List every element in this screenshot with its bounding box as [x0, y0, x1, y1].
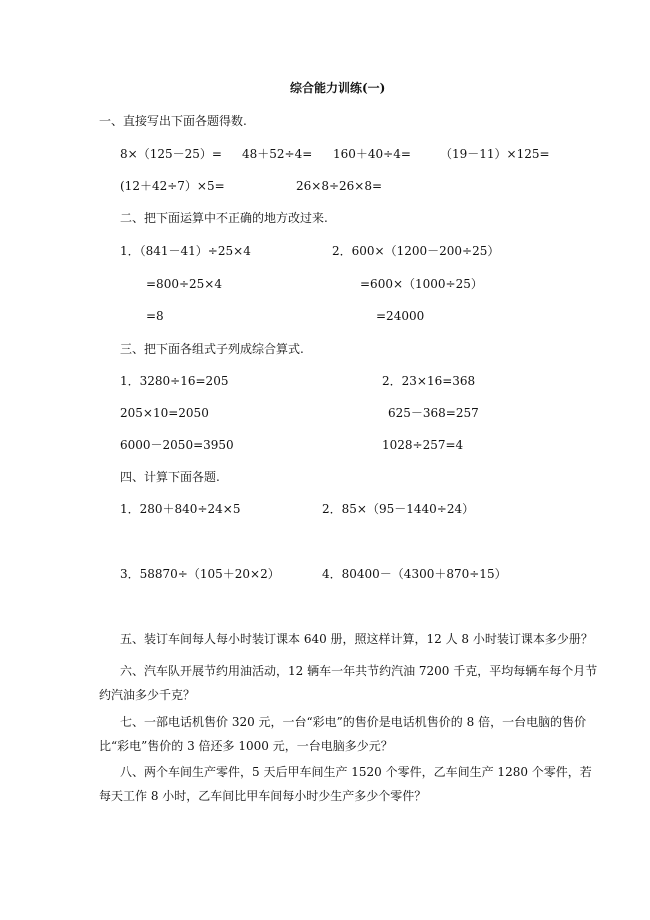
s2-p2-line1: 2．600×（1200－200÷25）: [332, 244, 500, 258]
s3-g2-line3: 1028÷257=4: [382, 438, 464, 452]
section3-heading: 三、把下面各组式子列成综合算式.: [120, 342, 304, 356]
problem-7: 七、一部电话机售价 320 元，一台“彩电”的售价是电话机售价的 8 倍，一台电脑的售价比“彩电”售价的 3 倍还多 1000 元，一台电脑多少元？: [99, 715, 587, 753]
s1-item-3: 160＋40÷4=: [333, 147, 411, 161]
s1-item-1: 8×（125－25）=: [120, 147, 222, 161]
s4-item-3: 3．58870÷（105＋20×2）: [120, 567, 280, 581]
problem-6: 六、汽车队开展节约用油活动，12 辆车一年共节约汽油 7200 千克，平均每辆车每个月节约汽油多少千克？: [99, 664, 598, 702]
section2-heading: 二、把下面运算中不正确的地方改过来.: [120, 211, 328, 225]
s4-item-2: 2．85×（95－1440÷24）: [322, 502, 475, 516]
s3-g1-line1: 1．3280÷16=205: [120, 374, 229, 388]
s1-item-6: 26×8÷26×8=: [296, 179, 383, 193]
s2-p1-line3: =8: [146, 309, 164, 323]
s2-p1-line1: 1．（841－41）÷25×4: [120, 244, 251, 258]
s3-g1-line2: 205×10=2050: [120, 406, 209, 420]
section4-heading: 四、计算下面各题.: [120, 470, 220, 484]
problem-5: 五、装订车间每人每小时装订课本 640 册，照这样计算，12 人 8 小时装订课本多少册？: [120, 632, 593, 646]
s4-item-1: 1．280＋840÷24×5: [120, 502, 241, 516]
s2-p1-line2: =800÷25×4: [146, 277, 222, 291]
s3-g1-line3: 6000－2050=3950: [120, 438, 234, 452]
s3-g2-line1: 2．23×16=368: [382, 374, 476, 388]
s3-g2-line2: 625－368=257: [388, 406, 479, 420]
s2-p2-line3: =24000: [376, 309, 425, 323]
s1-item-2: 48＋52÷4=: [242, 147, 313, 161]
s4-item-4: 4．80400－（4300＋870÷15）: [322, 567, 507, 581]
s1-item-4: （19－11）×125=: [440, 147, 550, 161]
s1-item-5: (12＋42÷7）×5=: [120, 179, 225, 193]
page-title: 综合能力训练(一): [290, 81, 386, 95]
section1-heading: 一、直接写出下面各题得数.: [99, 114, 247, 128]
problem-8: 八、两个车间生产零件，5 天后甲车间生产 1520 个零件，乙车间生产 1280 个零件，若每天工作 8 小时，乙车间比甲车间每小时少生产多少个零件？: [99, 765, 592, 803]
s2-p2-line2: =600×（1000÷25）: [360, 277, 483, 291]
